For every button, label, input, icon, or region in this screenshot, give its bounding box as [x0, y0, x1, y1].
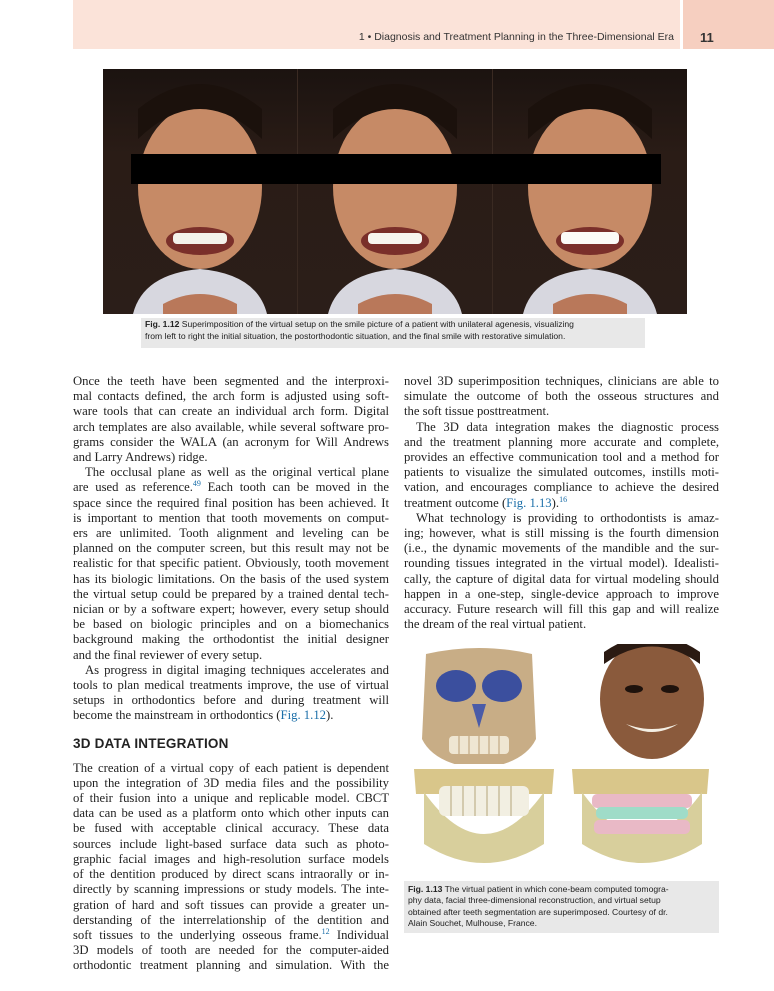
- body-line: The 3D data integration makes the diagnostic process: [416, 419, 719, 434]
- body-line: upon the integration of 3D media files and the possibility: [73, 775, 389, 790]
- section-heading: 3D DATA INTEGRATION: [73, 735, 229, 751]
- body-line: is important to mention that tooth movements on comput-: [73, 510, 389, 525]
- body-line: space since the required final position has been achieved. It: [73, 495, 389, 510]
- caption-text: Superimposition of the virtual setup on the smile picture of a patient with unilateral agenesis, visualizing: [179, 319, 574, 329]
- body-line: What technology is providing to orthodontists is amaz-: [416, 510, 719, 525]
- body-line: tools to plan medical treatments improve, the use of virtual: [73, 678, 389, 693]
- body-line: orthodontic treatment planning and simulation. With the: [73, 958, 389, 973]
- body-line: patients to visualize the simulated outcomes, instills moti-: [404, 465, 719, 480]
- citation-ref[interactable]: 49: [192, 479, 201, 489]
- body-line: treatment outcome (Fig. 1.13).$^{16}$: [404, 494, 568, 510]
- figure-1-13-image: [404, 644, 719, 876]
- body-line: 3D models of tooth are needed for the computer-aided: [73, 943, 389, 958]
- smile-photo-postorthodontic: [297, 69, 492, 314]
- body-line: novel 3D superimposition techniques, clinicians are able to: [404, 374, 719, 388]
- citation-ref[interactable]: 12: [321, 926, 330, 936]
- virtual-setup-model: [569, 764, 714, 876]
- figure-1-12-image: [103, 69, 687, 314]
- body-line: has its biologic limitations. On the basis of the used system: [73, 571, 389, 586]
- body-line: As progress in digital imaging techniques accelerates and: [85, 662, 389, 677]
- caption-text: from left to right the initial situation, the postorthodontic situation, and the final smile with restorative simulation.: [145, 331, 566, 341]
- body-line: be based on biologic principles and on a biomechanics: [73, 617, 389, 632]
- running-header-title: 1 • Diagnosis and Treatment Planning in the Three-Dimensional Era: [358, 31, 674, 43]
- body-line: data can be used as a platform onto which other inputs can: [73, 806, 389, 821]
- body-line: provides an effective communication tool and a method for: [404, 450, 719, 465]
- body-line: planned on the computer screen, but this result may not be: [73, 541, 389, 556]
- body-line: rounding tissues integrated in the virtual model). Idealisti-: [404, 556, 719, 571]
- figure-1-12-caption: [141, 318, 645, 348]
- body-line: happen in a one-step, single-device approach to improve: [404, 586, 719, 601]
- left-column: [73, 374, 389, 974]
- body-line: The occlusal plane as well as the original vertical plane: [85, 465, 389, 480]
- figure-link[interactable]: Fig. 1.12: [280, 708, 327, 723]
- body-line: arch templates are also available, while several software pro-: [73, 419, 389, 434]
- caption-text: Alain Souchet, Mulhouse, France.: [408, 917, 537, 928]
- face-illustration: [493, 69, 687, 314]
- body-line: become the mainstream in orthodontics (Fig. 1.12).: [73, 708, 334, 723]
- page-number: 11: [700, 30, 714, 45]
- body-line: and the treatment planning more accurate and complete,: [404, 434, 719, 449]
- body-line: be fused with acceptable clinical accuracy. These data: [73, 821, 389, 836]
- body-line: derstanding of the interrelationship of the dentition and: [73, 912, 389, 927]
- body-line: the soft tissue posttreatment.: [404, 404, 550, 419]
- body-line: accuracy. Future research will fill this gap and will realize: [404, 602, 719, 617]
- body-line: vation, and encourages compliance to achieve the desired: [404, 480, 719, 495]
- citation-ref[interactable]: 16: [559, 494, 568, 504]
- body-line: directly by scanning impressions or study models. The inte-: [73, 882, 389, 897]
- body-line: ware tools that can create an individual arch form. Digital: [73, 404, 389, 419]
- caption-text: phy data, facial three-dimensional reconstruction, and virtual setup: [408, 895, 661, 906]
- body-line: graphic facial images and high-resolution surface models: [73, 851, 389, 866]
- body-line: the dream of the real virtual patient.: [404, 617, 587, 632]
- body-line: sources include light-based surface data such as photo-: [73, 836, 389, 851]
- body-line: are used as reference.$^{49}$ Each tooth can be moved in the: [73, 479, 389, 495]
- caption-text: obtained after teeth segmentation are superimposed. Courtesy of dr.: [408, 906, 668, 917]
- smile-photo-initial: [103, 69, 297, 314]
- caption-text: The virtual patient in which cone-beam computed tomogra-: [442, 884, 669, 894]
- face-illustration: [103, 69, 297, 314]
- facial-3d-reconstruction: [596, 644, 709, 762]
- body-line: soft tissues to the underlying osseous frame.$^{12}$ Individual: [73, 926, 389, 942]
- body-line: cally, the capture of digital data for virtual modeling should: [404, 571, 719, 586]
- anonymizing-eye-bar: [131, 154, 661, 184]
- figure-link[interactable]: Fig. 1.13: [506, 495, 552, 510]
- body-line: mal contacts defined, the arch form is adjusted using soft-: [73, 389, 389, 404]
- body-line: background making the orthodontist the initial designer: [73, 632, 389, 647]
- body-line: (i.e., the dynamic movements of the mandible and the sur-: [404, 541, 719, 556]
- body-line: setups in orthodontics before and during treatment will: [73, 693, 389, 708]
- body-line: realistic for that specific patient. Obviously, tooth movement: [73, 556, 389, 571]
- body-line: of the dentition produced by direct scans intraorally or in-: [73, 867, 389, 882]
- virtual-patient-illustration: [404, 644, 719, 876]
- body-line: ers are unlimited. Tooth alignment and leveling can be: [73, 526, 389, 541]
- cbct-jaw-setup: [409, 764, 559, 876]
- smile-photo-restorative: [492, 69, 687, 314]
- body-line: Once the teeth have been segmented and the interproxi-: [73, 374, 389, 388]
- body-line: and the final reviewer of every setup.: [73, 647, 263, 662]
- body-line: simulate the outcome of both the osseous structures and: [404, 389, 719, 404]
- body-line: ing; however, what is still missing is the fourth dimension: [404, 526, 719, 541]
- figure-label: Fig. 1.13: [408, 884, 443, 894]
- body-line: nician or by a software expert; however, every setup should: [73, 602, 389, 617]
- body-line: The creation of a virtual copy of each patient is dependent: [73, 760, 389, 775]
- figure-label: Fig. 1.12: [145, 319, 180, 329]
- body-line: the virtual setup could be prepared by a trained dental tech-: [73, 586, 389, 601]
- figure-1-13-caption: [404, 881, 719, 933]
- right-column: [404, 374, 719, 632]
- body-line: grams consider the WALA (an acronym for Will Andrews: [73, 434, 389, 449]
- face-illustration: [298, 69, 492, 314]
- body-line: gration of hard and soft tissues can provide a greater un-: [73, 897, 389, 912]
- cbct-skull-illustration: [422, 648, 536, 769]
- body-line: of their fusion into a unique and replicable model. CBCT: [73, 791, 389, 806]
- body-line: and Larry Andrews) ridge.: [73, 450, 208, 465]
- page-number-band: [683, 0, 774, 49]
